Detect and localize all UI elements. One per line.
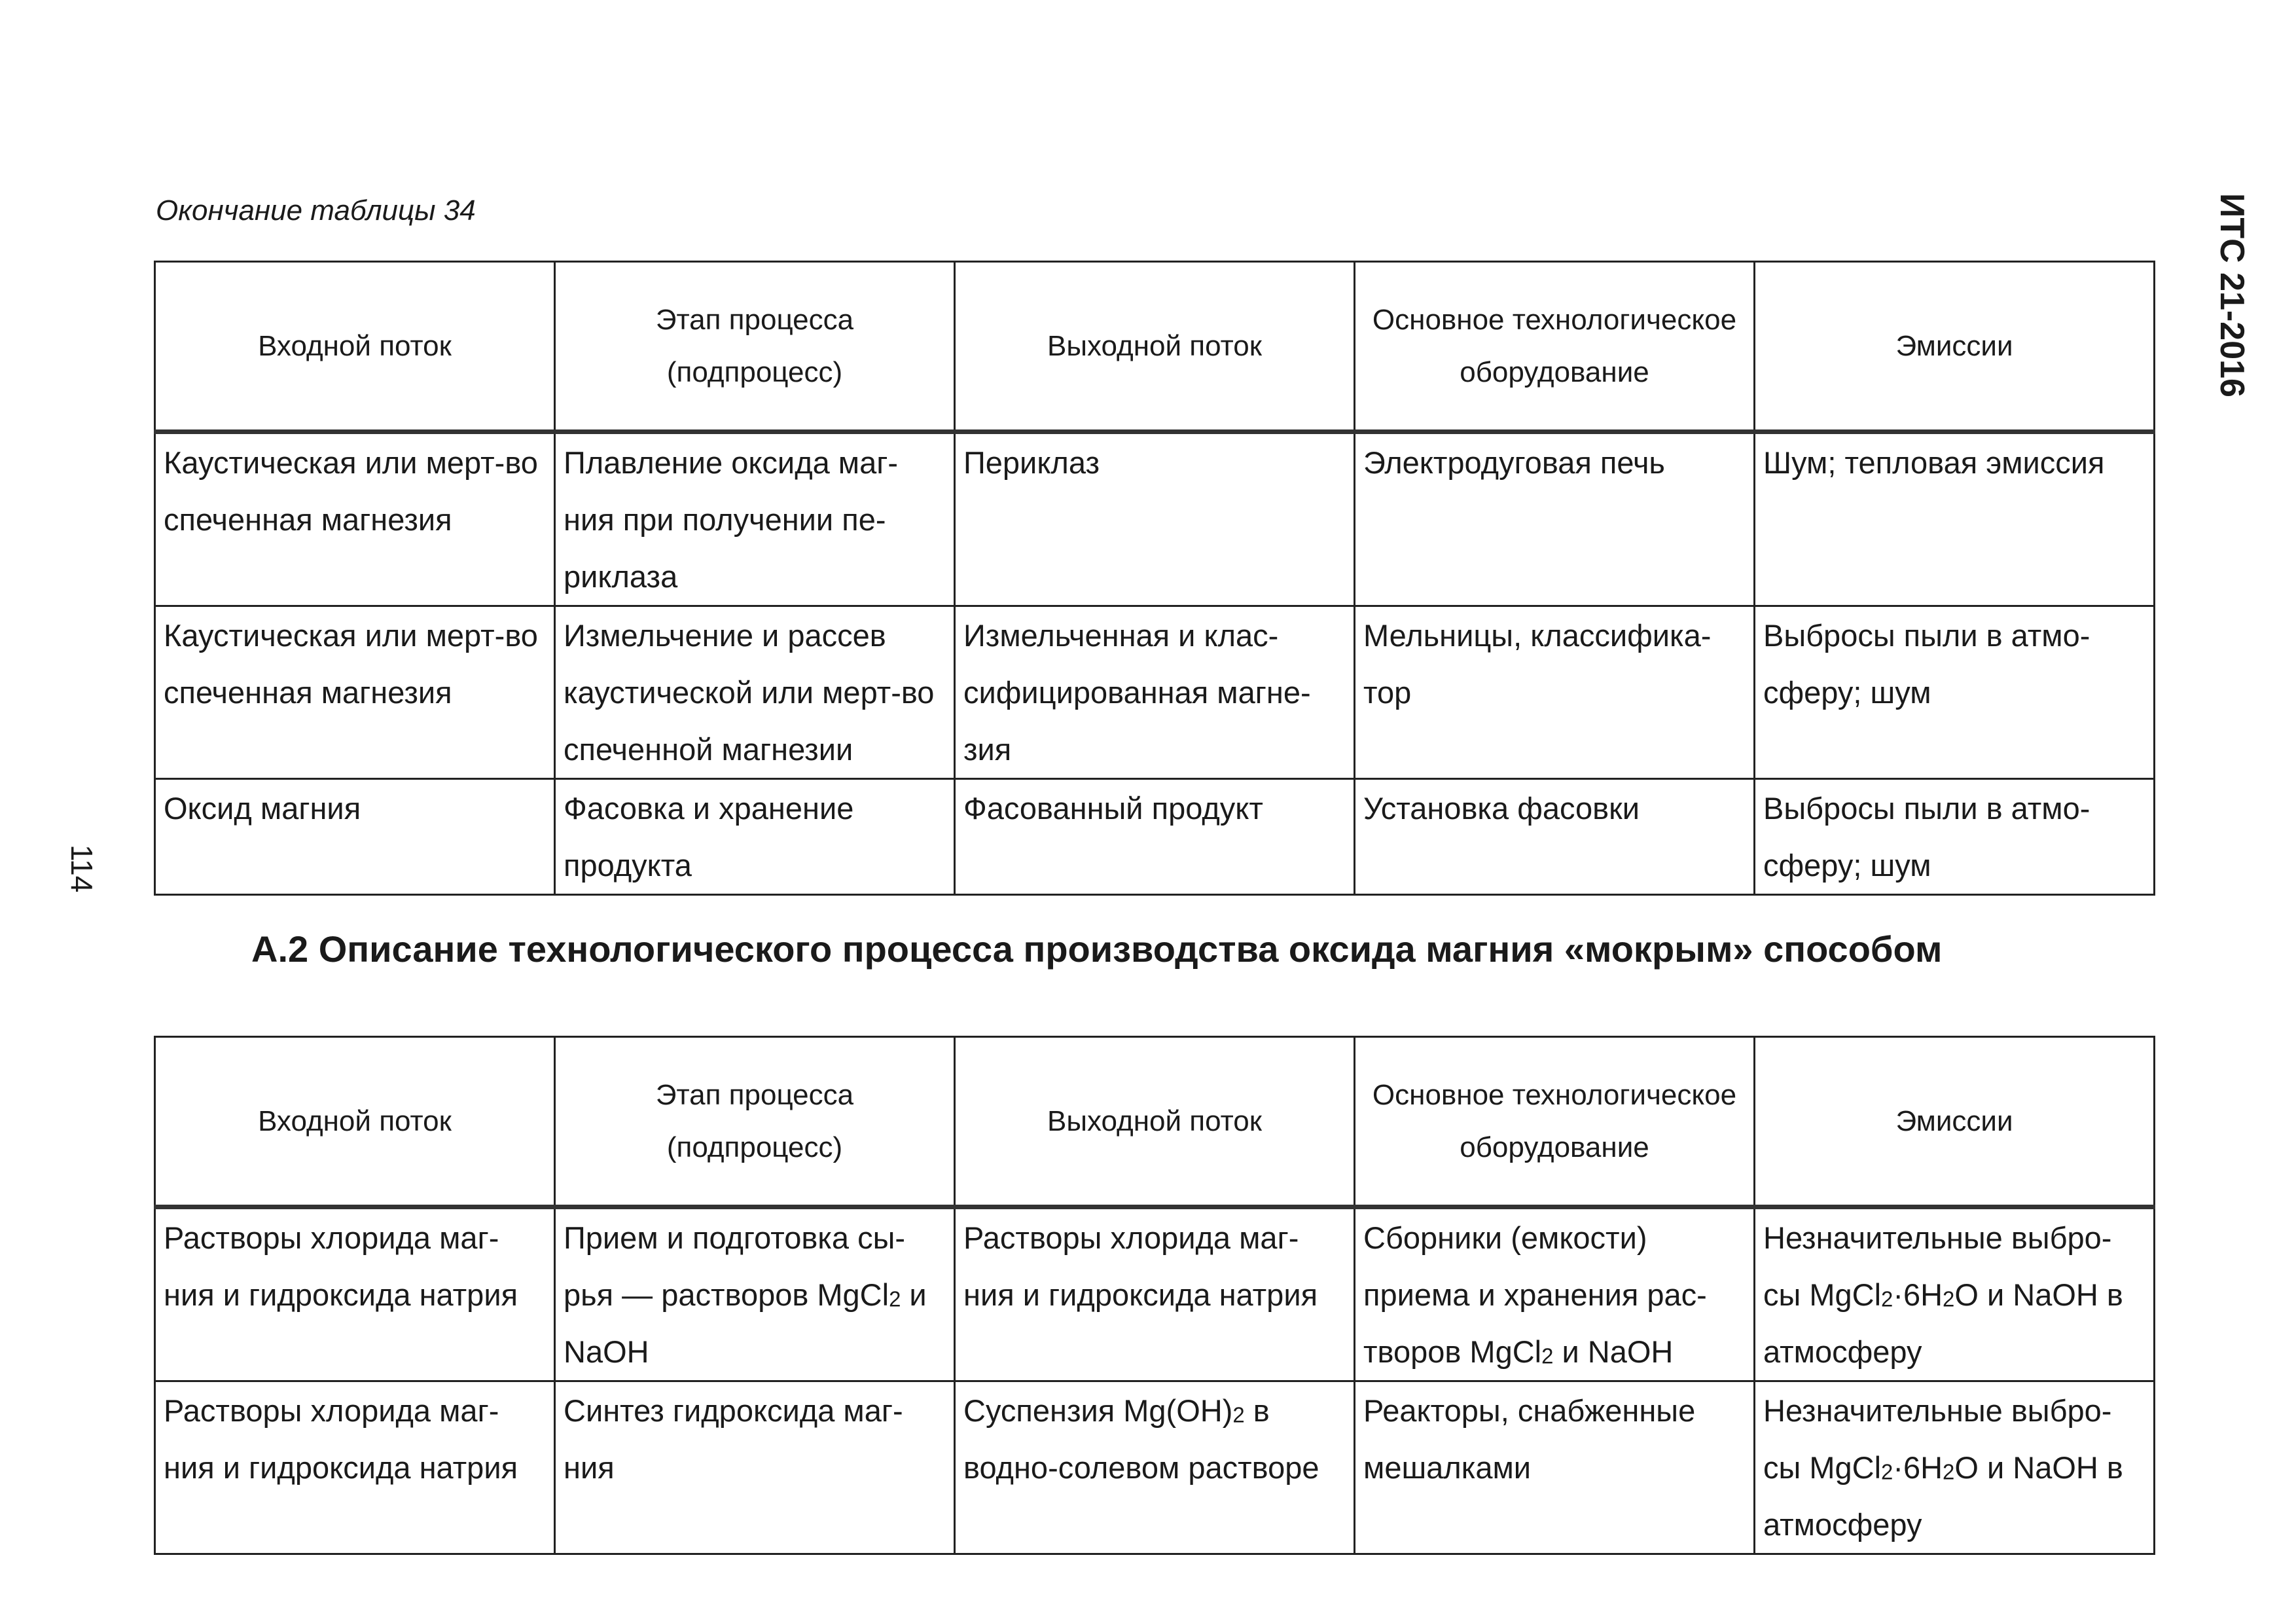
cell-process-stage: Плавление оксида маг-ния при получении пе-риклаза [555,432,955,606]
cell-process-stage: Фасовка и хранение продукта [555,779,955,895]
table-caption: Окончание таблицы 34 [156,194,476,227]
cell-main-equipment: Реакторы, снабженные мешалками [1355,1381,1755,1554]
cell-main-equipment: Установка фасовки [1355,779,1755,895]
cell-main-equipment: Мельницы, классифика-тор [1355,606,1755,779]
table-34 [154,261,2155,896]
cell-emissions: Незначительные выбро-сы $MgCl_2\cdot 6H_2O$ и NaOH в атмосферу [1755,1207,2155,1381]
header-process-stage: Этап процесса (подпроцесс) [555,1037,955,1207]
cell-output-flow: Измельченная и клас-сифицированная магне-зия [955,606,1355,779]
header-main-equipment: Основное технологическое оборудование [1355,262,1755,432]
cell-input-flow: Растворы хлорида маг-ния и гидроксида натрия [155,1381,555,1554]
cell-output-flow: Периклаз [955,432,1355,606]
header-emissions: Эмиссии [1755,1037,2155,1207]
header-process-stage: Этап процесса (подпроцесс) [555,262,955,432]
cell-main-equipment: Сборники (емкости) приема и хранения рас-творов MgCl$_2$ и NaOH [1355,1207,1755,1381]
cell-process-stage: Синтез гидроксида маг-ния [555,1381,955,1554]
cell-emissions: Выбросы пыли в атмо-сферу; шум [1755,606,2155,779]
header-output-flow: Выходной поток [955,1037,1355,1207]
table-a2 [154,1036,2155,1555]
cell-process-stage: Прием и подготовка сы-рья — растворов MgCl$_2$ и NaOH [555,1207,955,1381]
header-output-flow: Выходной поток [955,262,1355,432]
header-input-flow: Входной поток [155,262,555,432]
cell-process-stage: Измельчение и рассев каустической или мерт-во спеченной магнезии [555,606,955,779]
page-number: 114 [65,845,99,893]
cell-main-equipment: Электродуговая печь [1355,432,1755,606]
cell-input-flow: Растворы хлорида маг-ния и гидроксида натрия [155,1207,555,1381]
cell-emissions: Незначительные выбро-сы $MgCl_2\cdot 6H_2O$ и NaOH в атмосферу [1755,1381,2155,1554]
header-main-equipment: Основное технологическое оборудование [1355,1037,1755,1207]
cell-input-flow: Каустическая или мерт-во спеченная магнезия [155,606,555,779]
header-emissions: Эмиссии [1755,262,2155,432]
table-row [155,1207,2155,1381]
table-row [155,606,2155,779]
cell-emissions: Шум; тепловая эмиссия [1755,432,2155,606]
table-row [155,1381,2155,1554]
section-title: А.2 Описание технологического процесса производства оксида магния «мокрым» способом [251,928,1943,970]
header-input-flow: Входной поток [155,1037,555,1207]
cell-input-flow: Оксид магния [155,779,555,895]
table-row [155,432,2155,606]
table-header-row [155,1037,2155,1207]
table-row [155,779,2155,895]
cell-output-flow: Суспензия $Mg(OH)_2$ в водно-солевом растворе [955,1381,1355,1554]
table-header-row [155,262,2155,432]
cell-input-flow: Каустическая или мерт-во спеченная магнезия [155,432,555,606]
document-code: ИТС 21-2016 [2213,193,2251,397]
cell-output-flow: Растворы хлорида маг-ния и гидроксида натрия [955,1207,1355,1381]
cell-emissions: Выбросы пыли в атмо-сферу; шум [1755,779,2155,895]
cell-output-flow: Фасованный продукт [955,779,1355,895]
